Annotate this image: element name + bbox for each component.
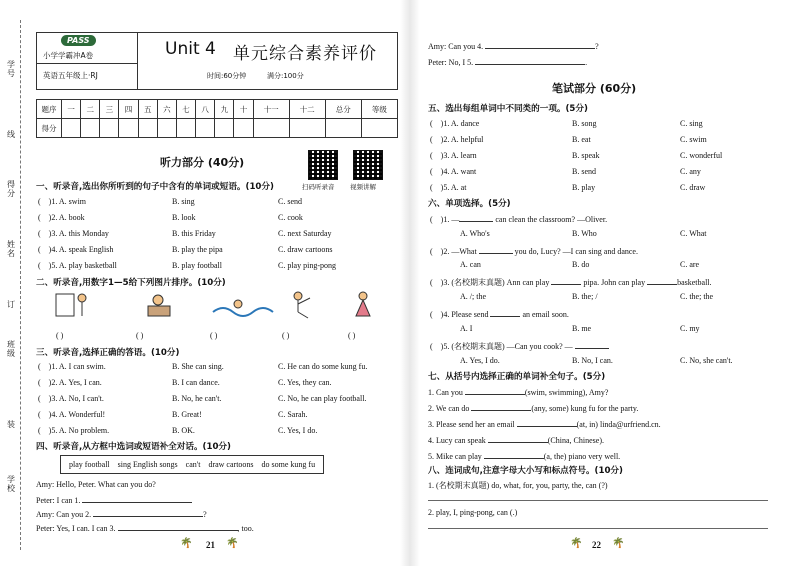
blank-4[interactable] (485, 40, 595, 49)
score-cell[interactable] (157, 119, 176, 138)
score-table-label: 得分 (37, 119, 62, 138)
picture-kungfu-icon (294, 292, 310, 318)
s7-q2: 2. We can do (428, 404, 470, 413)
s7-q2-blank[interactable] (471, 402, 531, 411)
score-cell[interactable] (176, 119, 195, 138)
score-cell[interactable] (289, 119, 325, 138)
s3-q1-a[interactable]: )1. A. I can swim. (48, 362, 106, 371)
left-page: PASS 小学学霸冲A卷 英语五年级上·RJ Unit 4 单元综合素养评价 时间:60分钟 满分:100分 题序 一 二 三 四 五 六 七 八 九 十 十一 十二 总分 等级 得分 听力部分 (40分) 扫码听录音 视频讲解 一、听录音,选出你所听到的句子中含有的单词或短语。(10分) ( )1. A. swim B. sing C. send ( )2. A. book B. look C. cook ( )3. A. this Monday B. this Friday C. next Saturday ( )4. A. speak English B. play the pipa C. draw cartoons ( )5. A. play basketball B. play football C. play ping-pong 二、听录音,用数字1—5给下列图片排序。(10分) ( ) ( ) ( ) ( ) ( ) 三、听录音,选择正确的答语。(10分) ( )1. A. I can swim. B. She can sing. C. He can do some kung fu. ( )2. A. Yes, I can. B. I can dance. C. Yes, they can. ( )3. A. No, I can't. B. No, he can't. C. No, he can play football. ( )4. A. Wonderful! B. Great! C. Sarah. ( )5. A. No problem. B. OK. C. Yes, I do. 四、听录音,从方框中选词或短语补全对话。(10分) play football sing English songs can't draw cartoons do some kung fu Amy: Hello, Peter. What can you do? Peter: I can 1. Amy: Can you 2. ? Peter: Yes, I can. I can 3. , too. 🌴 21 🌴 (30, 0, 400, 566)
word-option: do some kung fu (261, 460, 316, 469)
score-col: 一 (62, 100, 81, 119)
score-col: 等级 (361, 100, 397, 119)
s6-q4-blank[interactable] (490, 308, 520, 317)
s6-q3: )3. (名校期末真题) Ann can play (440, 278, 550, 287)
s2-answer-3[interactable]: ( ) (210, 331, 218, 340)
s5-q4-a[interactable]: )4. A. want (440, 167, 477, 176)
s1-q5-c[interactable]: C. play ping-pong (278, 261, 336, 270)
s5-q1-b[interactable]: B. song (572, 119, 597, 128)
dialog-line-2: Peter: I can 1. (36, 496, 81, 505)
score-table (36, 99, 398, 138)
score-cell[interactable] (119, 119, 138, 138)
score-table-label: 题序 (37, 100, 62, 119)
binding-label-name: 姓名 (7, 240, 15, 258)
page-title: 单元综合素养评价 (233, 44, 377, 64)
grade-label: 英语五年级上·RJ (43, 71, 98, 80)
binding-cut-1: 线 (7, 130, 15, 139)
s6-q1-c[interactable]: C. What (680, 229, 707, 238)
s6-q4-a[interactable]: A. I (460, 324, 473, 333)
written-title: 笔试部分 (60分) (552, 82, 637, 95)
page-decor-icon: 🌴 (180, 538, 193, 549)
score-col: 九 (215, 100, 234, 119)
s5-q2-c[interactable]: C. swim (680, 135, 707, 144)
s7-q1: 1. Can you (428, 388, 463, 397)
blank-2[interactable] (93, 508, 203, 517)
s1-q4-c[interactable]: C. draw cartoons (278, 245, 333, 254)
s6-q1-rest: can clean the classroom? —Oliver. (495, 215, 608, 224)
score-table-row-heading (37, 100, 398, 119)
s3-q1-c[interactable]: C. He can do some kung fu. (278, 362, 368, 371)
s2-answer-2[interactable]: ( ) (136, 331, 144, 340)
s1-q1-c[interactable]: C. send (278, 197, 302, 206)
qr-audio-icon[interactable] (308, 150, 338, 180)
s6-q4-b[interactable]: B. me (572, 324, 592, 333)
s5-q1-a[interactable]: )1. A. dance (440, 119, 480, 128)
s6-q2-b[interactable]: B. do (572, 260, 590, 269)
s6-q2-blank[interactable] (479, 245, 513, 254)
s6-q5-b[interactable]: B. No, I can. (572, 356, 613, 365)
page-number-left: 21 (206, 540, 215, 550)
page-number-right: 22 (592, 540, 601, 550)
s5-q5-b[interactable]: B. play (572, 183, 596, 192)
word-option: draw cartoons (208, 460, 254, 469)
s6-q1-blank[interactable] (459, 213, 493, 222)
s1-q3-c[interactable]: C. next Saturday (278, 229, 332, 238)
binding-label-score: 得分 (7, 180, 15, 198)
blank-3[interactable] (118, 522, 238, 531)
binding-label-class: 班级 (7, 340, 15, 358)
score-col: 十二 (289, 100, 325, 119)
score-col: 五 (138, 100, 157, 119)
picture-drawing-icon (56, 294, 86, 316)
header-vline (137, 33, 138, 89)
s6-q3-a[interactable]: A. /; the (460, 292, 486, 301)
score-cell[interactable] (100, 119, 119, 138)
s5-q3-b[interactable]: B. speak (572, 151, 600, 160)
s8-q1-answer-line[interactable] (428, 500, 768, 501)
s7-q1-blank[interactable] (465, 386, 525, 395)
listening-title: 听力部分 (40分) (160, 156, 245, 169)
word-option: can't (185, 460, 201, 469)
page-decor-icon: 🌴 (570, 538, 583, 549)
qr-video-icon[interactable] (353, 150, 383, 180)
section-6-title: 六、单项选择。(5分) (428, 199, 511, 209)
s1-q1-a[interactable]: )1. A. swim (48, 197, 87, 206)
binding-cut-3: 装 (7, 420, 15, 429)
cut-line (20, 20, 21, 550)
s5-q4-c[interactable]: C. any (680, 167, 701, 176)
word-box (60, 455, 324, 474)
score-cell[interactable] (62, 119, 81, 138)
blank-1[interactable] (82, 494, 192, 503)
s6-q5-c[interactable]: C. No, she can't. (680, 356, 733, 365)
binding-strip (0, 0, 30, 566)
header-box (36, 32, 398, 90)
s7-q4-blank[interactable] (488, 434, 548, 443)
score-col: 十 (234, 100, 253, 119)
score-cell[interactable] (325, 119, 361, 138)
section-2-pictures (48, 288, 388, 328)
s7-q1-end: (swim, swimming), Amy? (524, 388, 609, 397)
score-cell[interactable] (361, 119, 397, 138)
series-name: 小学学霸冲A卷 (43, 51, 94, 60)
s6-q2-rest: you do, Lucy? —I can sing and dance. (514, 247, 638, 256)
s1-q2-c[interactable]: C. cook (278, 213, 303, 222)
score-col: 十一 (253, 100, 289, 119)
dialog-line-1: Amy: Hello, Peter. What can you do? (36, 480, 156, 489)
score-col: 总分 (325, 100, 361, 119)
s3-q2-c[interactable]: C. Yes, they can. (278, 378, 332, 387)
s6-q3-end: basketball. (677, 278, 712, 287)
score-col: 三 (100, 100, 119, 119)
s6-q2-a[interactable]: A. can (460, 260, 481, 269)
s6-q5-blank[interactable] (575, 340, 609, 349)
s6-q3-blank-2[interactable] (647, 276, 677, 285)
s5-q3-c[interactable]: C. wonderful (680, 151, 723, 160)
qr-audio-label: 扫码听录音 (302, 183, 335, 191)
binding-label-id: 学号 (7, 60, 15, 78)
page-decor-icon: 🌴 (612, 538, 625, 549)
s3-q5-c[interactable]: C. Yes, I do. (278, 426, 318, 435)
section-3-title: 三、听录音,选择正确的答语。(10分) (36, 348, 180, 358)
s1-q3-a[interactable]: )3. A. this Monday (48, 229, 109, 238)
s6-q2-c[interactable]: C. are (680, 260, 700, 269)
s6-q3-b[interactable]: B. the; / (572, 292, 598, 301)
s5-q2-b[interactable]: B. eat (572, 135, 591, 144)
s6-q5: )5. (名校期末真题) —Can you cook? — (440, 342, 573, 351)
s3-q4-a[interactable]: )4. A. Wonderful! (48, 410, 106, 419)
s1-q2-a[interactable]: )2. A. book (48, 213, 85, 222)
s1-q2-b[interactable]: B. look (172, 213, 196, 222)
unit-label: Unit 4 (165, 39, 216, 59)
picture-dancing-icon (356, 292, 370, 316)
s6-q4-rest: an email soon. (522, 310, 569, 319)
section-2-title: 二、听录音,用数字1—5给下列图片排序。(10分) (36, 278, 226, 288)
blank-5[interactable] (475, 56, 588, 67)
s6-q4: )4. Please send (440, 310, 489, 319)
s3-q3-c[interactable]: C. No, he can play football. (278, 394, 367, 403)
s2-answer-1[interactable]: ( ) (56, 331, 64, 340)
dialog-line-4: Peter: Yes, I can. I can 3. (36, 524, 116, 533)
s7-q3-blank[interactable] (517, 418, 577, 427)
s3-q4-c[interactable]: C. Sarah. (278, 410, 308, 419)
word-option: sing English songs (117, 460, 178, 469)
page-gutter (400, 0, 420, 566)
s3-q4-b[interactable]: B. Great! (172, 410, 202, 419)
s5-q3-a[interactable]: )3. A. learn (440, 151, 477, 160)
dialog-line-3: Amy: Can you 2. (36, 510, 92, 519)
s5-q1-c[interactable]: C. sing (680, 119, 703, 128)
section-8-title: 八、连词成句,注意字母大小写和标点符号。(10分) (428, 466, 623, 476)
s3-q5-a[interactable]: )5. A. No problem. (48, 426, 110, 435)
s6-q3-blank-1[interactable] (551, 276, 581, 285)
header-divider (37, 63, 137, 64)
s8-q2-answer-line[interactable] (428, 528, 768, 529)
s8-q2: 2. play, I, ping-pong, can (.) (428, 508, 518, 517)
s1-q5-a[interactable]: )5. A. play basketball (48, 261, 117, 270)
score-cell[interactable] (234, 119, 253, 138)
s7-q3: 3. Please send her an email (428, 420, 515, 429)
score-col: 六 (157, 100, 176, 119)
s7-q4: 4. Lucy can speak (428, 436, 486, 445)
dialog-line-5: Amy: Can you 4. (428, 42, 484, 51)
dialog-line-6-end: . (585, 58, 588, 67)
s1-q5-b[interactable]: B. play football (172, 261, 222, 270)
s5-q2-a[interactable]: )2. A. helpful (440, 135, 484, 144)
score-col: 四 (119, 100, 138, 119)
s2-answer-5[interactable]: ( ) (348, 331, 356, 340)
score-cell[interactable] (253, 119, 289, 138)
s6-q3-mid: pipa. John can play (583, 278, 646, 287)
score-cell[interactable] (138, 119, 157, 138)
picture-swimming-icon (213, 300, 273, 316)
score-col: 七 (176, 100, 195, 119)
s3-q2-a[interactable]: )2. A. Yes, I can. (48, 378, 102, 387)
score-col: 八 (196, 100, 215, 119)
dialog-line-4-end: , too. (237, 524, 254, 533)
s1-q1-b[interactable]: B. sing (172, 197, 195, 206)
section-5-title: 五、选出每组单词中不同类的一项。(5分) (428, 104, 588, 114)
total-score: 满分:100分 (267, 72, 304, 80)
s6-q1: )1. — (440, 215, 460, 224)
dialog-line-5-end: ? (595, 42, 599, 51)
score-cell[interactable] (196, 119, 215, 138)
s6-q3-c[interactable]: C. the; the (680, 292, 714, 301)
s6-q4-c[interactable]: C. my (680, 324, 700, 333)
s7-q2-end: (any, some) kung fu for the party. (531, 404, 639, 413)
s6-q1-a[interactable]: A. Who's (460, 229, 490, 238)
s6-q5-a[interactable]: A. Yes, I do. (460, 356, 500, 365)
s3-q2-b[interactable]: B. I can dance. (172, 378, 220, 387)
s1-q3-b[interactable]: B. this Friday (172, 229, 216, 238)
brand-logo: PASS (61, 35, 96, 46)
s3-q1-b[interactable]: B. She can sing. (172, 362, 224, 371)
s1-q4-b[interactable]: B. play the pipa (172, 245, 223, 254)
s6-q1-b[interactable]: B. Who (572, 229, 597, 238)
picture-reading-icon (148, 295, 170, 316)
s3-q3-a[interactable]: )3. A. No, I can't. (48, 394, 104, 403)
score-col: 二 (81, 100, 100, 119)
binding-cut-2: 订 (7, 300, 15, 309)
s7-q5: 5. Mike can play (428, 452, 482, 461)
s1-q4-a[interactable]: )4. A. speak English (48, 245, 114, 254)
qr-video-label: 视频讲解 (350, 183, 376, 191)
s2-answer-4[interactable]: ( ) (282, 331, 290, 340)
s3-q3-b[interactable]: B. No, he can't. (172, 394, 222, 403)
time-limit: 时间:60分钟 (207, 72, 247, 80)
section-4-title: 四、听录音,从方框中选词或短语补全对话。(10分) (36, 442, 231, 452)
s5-q5-a[interactable]: )5. A. at (440, 183, 467, 192)
section-7-title: 七、从括号内选择正确的单词补全句子。(5分) (428, 372, 606, 382)
right-page: Amy: Can you 4. ? Peter: No, I 5. . 笔试部分 (60分) 五、选出每组单词中不同类的一项。(5分) ( )1. A. dance B. song C. sing ( )2. A. helpful B. eat C. swim ( )3. A. learn B. speak C. wonderful ( )4. A. want B. send C. any ( )5. A. at B. play C. draw 六、单项选择。(5分) ( )1. — can clean the classroom? —Oliver. A. Who's B. Who C. What ( )2. —What you do, Lucy? —I can sing and dance. A. can B. do C. are ( )3. (名校期末真题) Ann can play pipa. John can play basketball. A. /; the B. the; / C. the; the ( )4. Please send an email soon. A. I B. me C. my ( )5. (名校期末真题) —Can you cook? — A. Yes, I do. B. No, I can. C. No, she can't. 七、从括号内选择正确的单词补全句子。(5分) 1. Can you (swim, swimming), Amy? 2. We can do (any, some) kung fu for the party. 3. Please send her an email (at, in) linda@urfriend.cn. 4. Lucy can speak (China, Chinese). 5. Mike can play (a, the) piano very well. 八、连词成句,注意字母大小写和标点符号。(10分) 1. (名校期末真题) do, what, for, you, party, the, can (?) 2. play, I, ping-pong, can (.) 🌴 22 🌴 (420, 0, 780, 566)
dialog-line-6: Peter: No, I 5. (428, 58, 474, 67)
s3-q5-b[interactable]: B. OK. (172, 426, 195, 435)
s6-q2: )2. —What (440, 247, 477, 256)
word-option: play football (69, 460, 110, 469)
score-cell[interactable] (81, 119, 100, 138)
page-decor-icon: 🌴 (226, 538, 239, 549)
score-cell[interactable] (215, 119, 234, 138)
s7-q4-end: (China, Chinese). (547, 436, 604, 445)
s5-q5-c[interactable]: C. draw (680, 183, 706, 192)
score-table-row-score (37, 119, 398, 138)
s7-q5-end: (a, the) piano very well. (543, 452, 621, 461)
binding-label-school: 学校 (7, 475, 15, 493)
section-1-title: 一、听录音,选出你所听到的句子中含有的单词或短语。(10分) (36, 182, 274, 192)
s7-q5-blank[interactable] (484, 450, 544, 459)
s5-q4-b[interactable]: B. send (572, 167, 596, 176)
s7-q3-end: (at, in) linda@urfriend.cn. (576, 420, 661, 429)
s8-q1: 1. (名校期末真题) do, what, for, you, party, the, can (?) (428, 481, 608, 490)
